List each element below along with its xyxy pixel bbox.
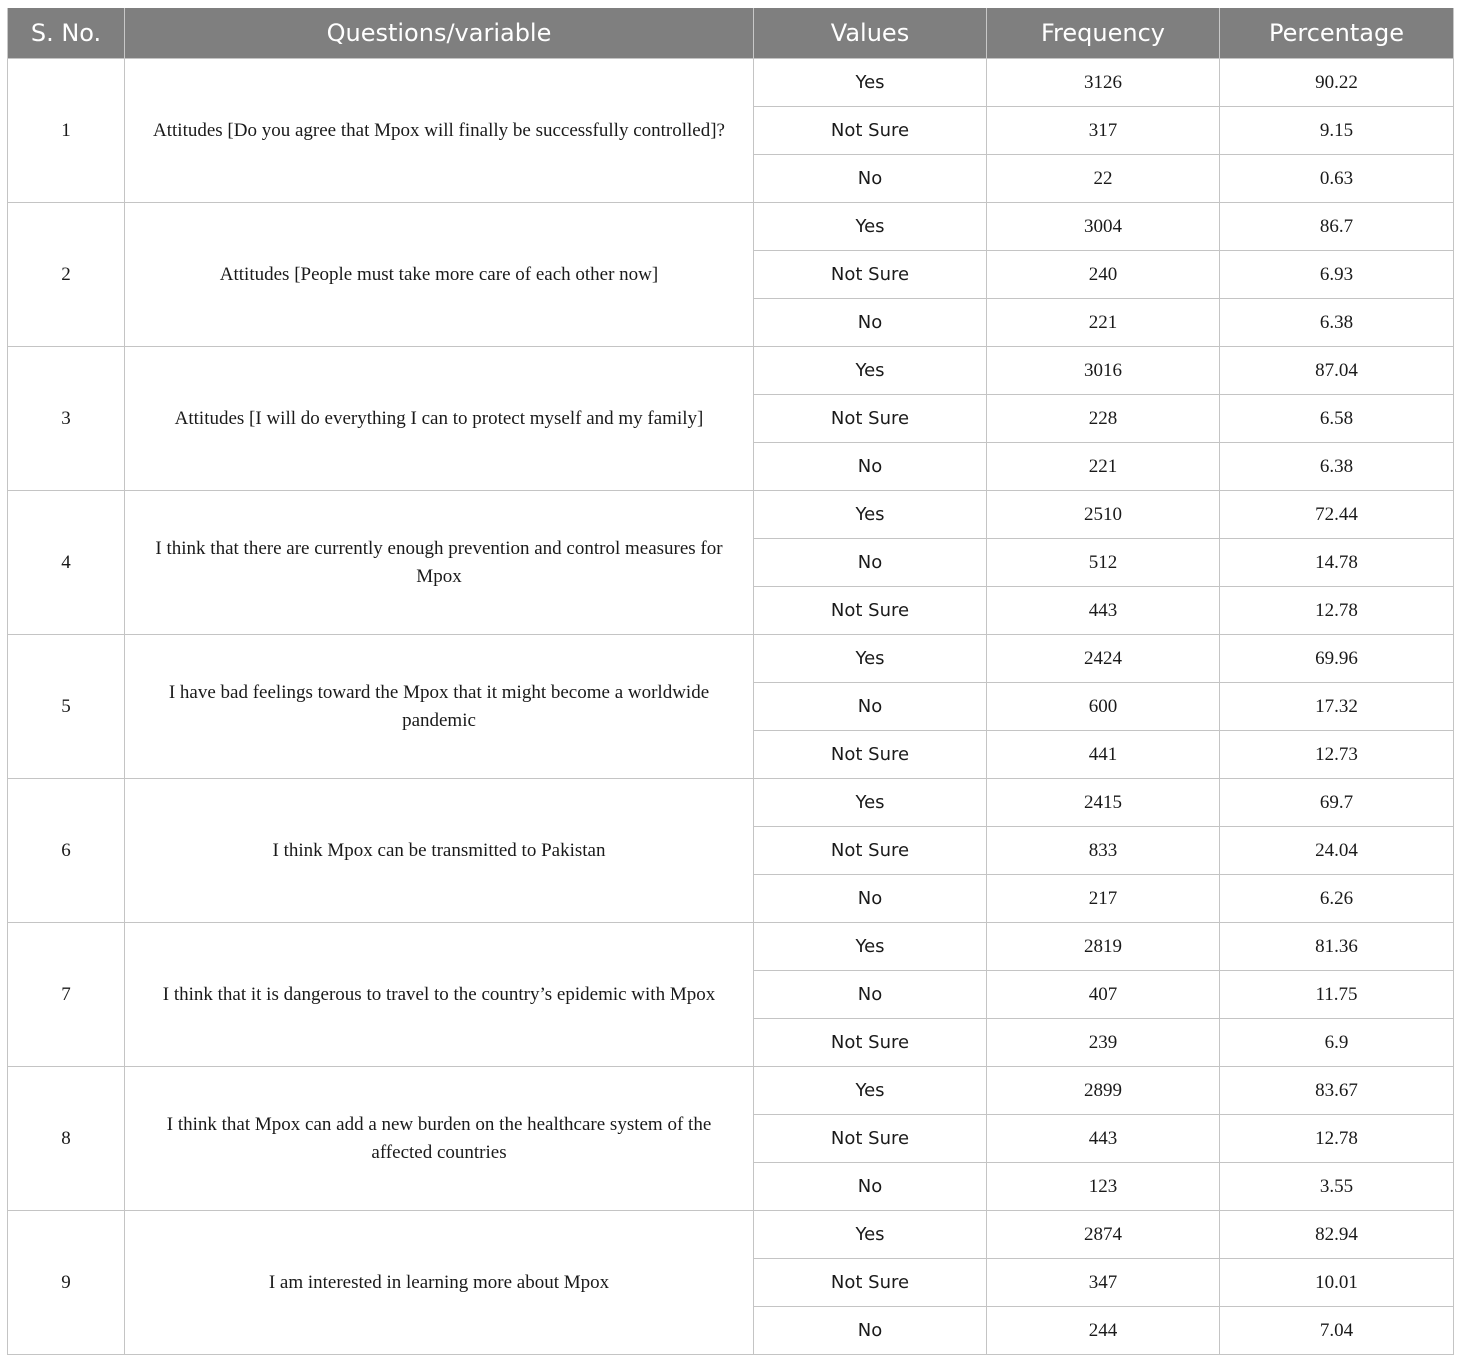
percentage-cell: 6.58 [1220, 395, 1454, 443]
percentage-cell: 86.7 [1220, 203, 1454, 251]
serial-number-cell: 5 [8, 635, 125, 779]
value-cell: Not Sure [754, 731, 987, 779]
frequency-cell: 3126 [987, 59, 1220, 107]
value-cell: No [754, 683, 987, 731]
value-cell: Yes [754, 923, 987, 971]
serial-number-cell: 1 [8, 59, 125, 203]
percentage-cell: 0.63 [1220, 155, 1454, 203]
percentage-cell: 82.94 [1220, 1211, 1454, 1259]
percentage-cell: 90.22 [1220, 59, 1454, 107]
table-row [8, 203, 1454, 251]
frequency-cell: 2415 [987, 779, 1220, 827]
value-cell: No [754, 1163, 987, 1211]
header-percentage: Percentage [1220, 8, 1454, 59]
frequency-cell: 221 [987, 443, 1220, 491]
percentage-cell: 10.01 [1220, 1259, 1454, 1307]
frequency-cell: 217 [987, 875, 1220, 923]
value-cell: Yes [754, 1211, 987, 1259]
table-row [8, 1211, 1454, 1259]
frequency-cell: 512 [987, 539, 1220, 587]
question-cell: I think that Mpox can add a new burden on the healthcare system of the affected countries [125, 1067, 754, 1211]
value-cell: No [754, 299, 987, 347]
value-cell: Yes [754, 1067, 987, 1115]
percentage-cell: 6.9 [1220, 1019, 1454, 1067]
value-cell: Not Sure [754, 1115, 987, 1163]
percentage-cell: 69.7 [1220, 779, 1454, 827]
frequency-cell: 833 [987, 827, 1220, 875]
percentage-cell: 9.15 [1220, 107, 1454, 155]
frequency-cell: 443 [987, 1115, 1220, 1163]
table-row [8, 779, 1454, 827]
value-cell: Yes [754, 347, 987, 395]
value-cell: Not Sure [754, 107, 987, 155]
percentage-cell: 6.38 [1220, 299, 1454, 347]
frequency-cell: 407 [987, 971, 1220, 1019]
percentage-cell: 24.04 [1220, 827, 1454, 875]
percentage-cell: 69.96 [1220, 635, 1454, 683]
percentage-cell: 81.36 [1220, 923, 1454, 971]
question-cell: I am interested in learning more about Mpox [125, 1211, 754, 1355]
table-header [8, 8, 1454, 59]
serial-number-cell: 7 [8, 923, 125, 1067]
frequency-cell: 347 [987, 1259, 1220, 1307]
frequency-cell: 3016 [987, 347, 1220, 395]
value-cell: No [754, 539, 987, 587]
percentage-cell: 87.04 [1220, 347, 1454, 395]
serial-number-cell: 9 [8, 1211, 125, 1355]
frequency-cell: 2874 [987, 1211, 1220, 1259]
serial-number-cell: 8 [8, 1067, 125, 1211]
percentage-cell: 17.32 [1220, 683, 1454, 731]
serial-number-cell: 2 [8, 203, 125, 347]
header-frequency: Frequency [987, 8, 1220, 59]
question-cell: I think that there are currently enough prevention and control measures for Mpox [125, 491, 754, 635]
value-cell: Yes [754, 491, 987, 539]
value-cell: No [754, 443, 987, 491]
frequency-cell: 317 [987, 107, 1220, 155]
value-cell: Yes [754, 635, 987, 683]
value-cell: Yes [754, 203, 987, 251]
frequency-cell: 22 [987, 155, 1220, 203]
table-row [8, 347, 1454, 395]
attitudes-table [7, 8, 1454, 1355]
header-question: Questions/variable [125, 8, 754, 59]
serial-number-cell: 3 [8, 347, 125, 491]
question-cell: Attitudes [People must take more care of each other now] [125, 203, 754, 347]
value-cell: No [754, 155, 987, 203]
value-cell: Not Sure [754, 251, 987, 299]
percentage-cell: 3.55 [1220, 1163, 1454, 1211]
value-cell: Not Sure [754, 587, 987, 635]
header-sno: S. No. [8, 8, 125, 59]
table-row [8, 491, 1454, 539]
serial-number-cell: 4 [8, 491, 125, 635]
table-row [8, 59, 1454, 107]
table-row [8, 923, 1454, 971]
value-cell: Not Sure [754, 1259, 987, 1307]
table-row [8, 635, 1454, 683]
frequency-cell: 600 [987, 683, 1220, 731]
value-cell: Yes [754, 779, 987, 827]
percentage-cell: 6.93 [1220, 251, 1454, 299]
percentage-cell: 6.38 [1220, 443, 1454, 491]
frequency-cell: 228 [987, 395, 1220, 443]
frequency-cell: 2424 [987, 635, 1220, 683]
value-cell: Yes [754, 59, 987, 107]
frequency-cell: 123 [987, 1163, 1220, 1211]
question-cell: I think that it is dangerous to travel to the country’s epidemic with Mpox [125, 923, 754, 1067]
percentage-cell: 11.75 [1220, 971, 1454, 1019]
question-cell: I think Mpox can be transmitted to Pakistan [125, 779, 754, 923]
frequency-cell: 240 [987, 251, 1220, 299]
frequency-cell: 2510 [987, 491, 1220, 539]
serial-number-cell: 6 [8, 779, 125, 923]
frequency-cell: 441 [987, 731, 1220, 779]
percentage-cell: 12.78 [1220, 587, 1454, 635]
percentage-cell: 12.73 [1220, 731, 1454, 779]
frequency-cell: 2899 [987, 1067, 1220, 1115]
percentage-cell: 7.04 [1220, 1307, 1454, 1355]
value-cell: Not Sure [754, 827, 987, 875]
percentage-cell: 14.78 [1220, 539, 1454, 587]
percentage-cell: 6.26 [1220, 875, 1454, 923]
value-cell: No [754, 1307, 987, 1355]
value-cell: No [754, 875, 987, 923]
header-values: Values [754, 8, 987, 59]
value-cell: Not Sure [754, 1019, 987, 1067]
frequency-cell: 443 [987, 587, 1220, 635]
table-body [8, 59, 1454, 1355]
table-row [8, 1067, 1454, 1115]
question-cell: I have bad feelings toward the Mpox that it might become a worldwide pandemic [125, 635, 754, 779]
question-cell: Attitudes [Do you agree that Mpox will finally be successfully controlled]? [125, 59, 754, 203]
frequency-cell: 3004 [987, 203, 1220, 251]
frequency-cell: 221 [987, 299, 1220, 347]
header-row [8, 8, 1454, 59]
percentage-cell: 83.67 [1220, 1067, 1454, 1115]
percentage-cell: 72.44 [1220, 491, 1454, 539]
frequency-cell: 244 [987, 1307, 1220, 1355]
value-cell: No [754, 971, 987, 1019]
question-cell: Attitudes [I will do everything I can to protect myself and my family] [125, 347, 754, 491]
frequency-cell: 2819 [987, 923, 1220, 971]
percentage-cell: 12.78 [1220, 1115, 1454, 1163]
attitudes-table-container [7, 8, 1453, 1355]
frequency-cell: 239 [987, 1019, 1220, 1067]
value-cell: Not Sure [754, 395, 987, 443]
